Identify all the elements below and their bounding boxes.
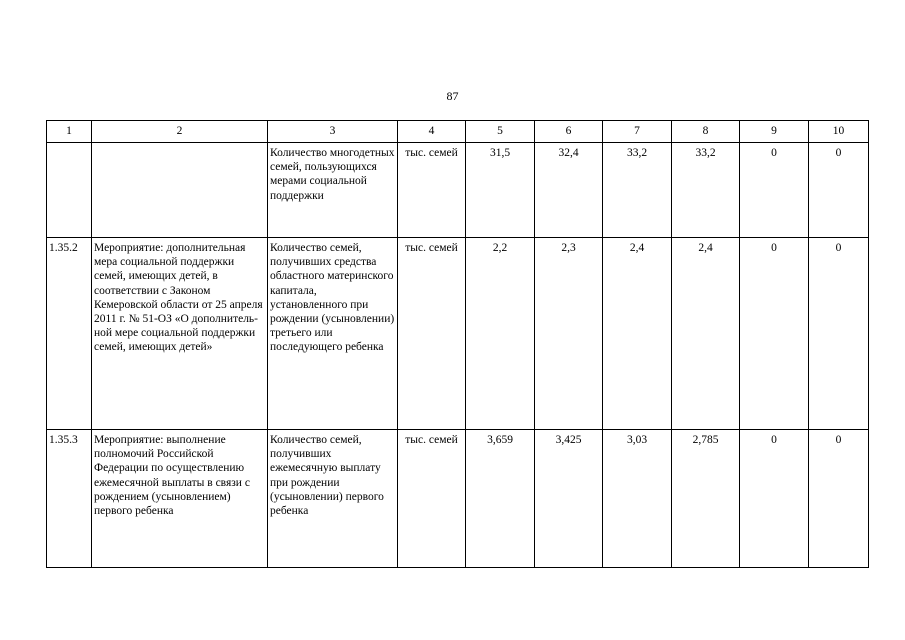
value-cell: 3,659 xyxy=(466,430,535,568)
indicator-name: Количество семей, получивших средства областного материнского капитала, установленного при рождении (усыновлении) третьего или последующего ребенка xyxy=(268,238,398,430)
value-cell: 33,2 xyxy=(603,143,672,238)
event-description: Мероприятие: выполнение полномочий Российской Федерации по осуществлению ежемесячной выплаты в связи с рождением (усыновлением) первого ребенка xyxy=(92,430,268,568)
value-cell: 0 xyxy=(740,143,809,238)
unit-cell: тыс. семей xyxy=(398,143,466,238)
row-number xyxy=(47,143,92,238)
row-number: 1.35.2 xyxy=(47,238,92,430)
value-cell: 2,785 xyxy=(672,430,740,568)
table-row xyxy=(47,238,869,430)
column-header: 8 xyxy=(672,121,740,143)
unit-cell: тыс. семей xyxy=(398,430,466,568)
value-cell: 0 xyxy=(809,143,869,238)
column-header: 9 xyxy=(740,121,809,143)
value-cell: 3,03 xyxy=(603,430,672,568)
column-header: 7 xyxy=(603,121,672,143)
value-cell: 2,3 xyxy=(535,238,603,430)
value-cell: 0 xyxy=(740,238,809,430)
column-header: 6 xyxy=(535,121,603,143)
column-header: 1 xyxy=(47,121,92,143)
value-cell: 0 xyxy=(809,238,869,430)
data-table xyxy=(46,120,869,568)
row-number: 1.35.3 xyxy=(47,430,92,568)
event-description: Мероприятие: дополнительная мера социальной поддержки семей, имеющих детей, в соответствии с Законом Кемеровской области от 25 апреля 2011 г. № 51-ОЗ «О дополнитель-ной мере социальной поддержки семей, имеющих детей» xyxy=(92,238,268,430)
value-cell: 0 xyxy=(809,430,869,568)
column-header: 10 xyxy=(809,121,869,143)
value-cell: 0 xyxy=(740,430,809,568)
event-description xyxy=(92,143,268,238)
value-cell: 2,4 xyxy=(672,238,740,430)
value-cell: 32,4 xyxy=(535,143,603,238)
value-cell: 33,2 xyxy=(672,143,740,238)
page-number: 87 xyxy=(446,89,459,103)
value-cell: 31,5 xyxy=(466,143,535,238)
table-header-row xyxy=(47,121,869,143)
table-row xyxy=(47,143,869,238)
value-cell: 2,2 xyxy=(466,238,535,430)
value-cell: 3,425 xyxy=(535,430,603,568)
unit-cell: тыс. семей xyxy=(398,238,466,430)
value-cell: 2,4 xyxy=(603,238,672,430)
column-header: 2 xyxy=(92,121,268,143)
indicator-name: Количество семей, получивших ежемесячную выплату при рождении (усыновлении) первого ребенка xyxy=(268,430,398,568)
column-header: 5 xyxy=(466,121,535,143)
indicator-name: Количество многодетных семей, пользующихся мерами социальной поддержки xyxy=(268,143,398,238)
column-header: 3 xyxy=(268,121,398,143)
table-row xyxy=(47,430,869,568)
column-header: 4 xyxy=(398,121,466,143)
